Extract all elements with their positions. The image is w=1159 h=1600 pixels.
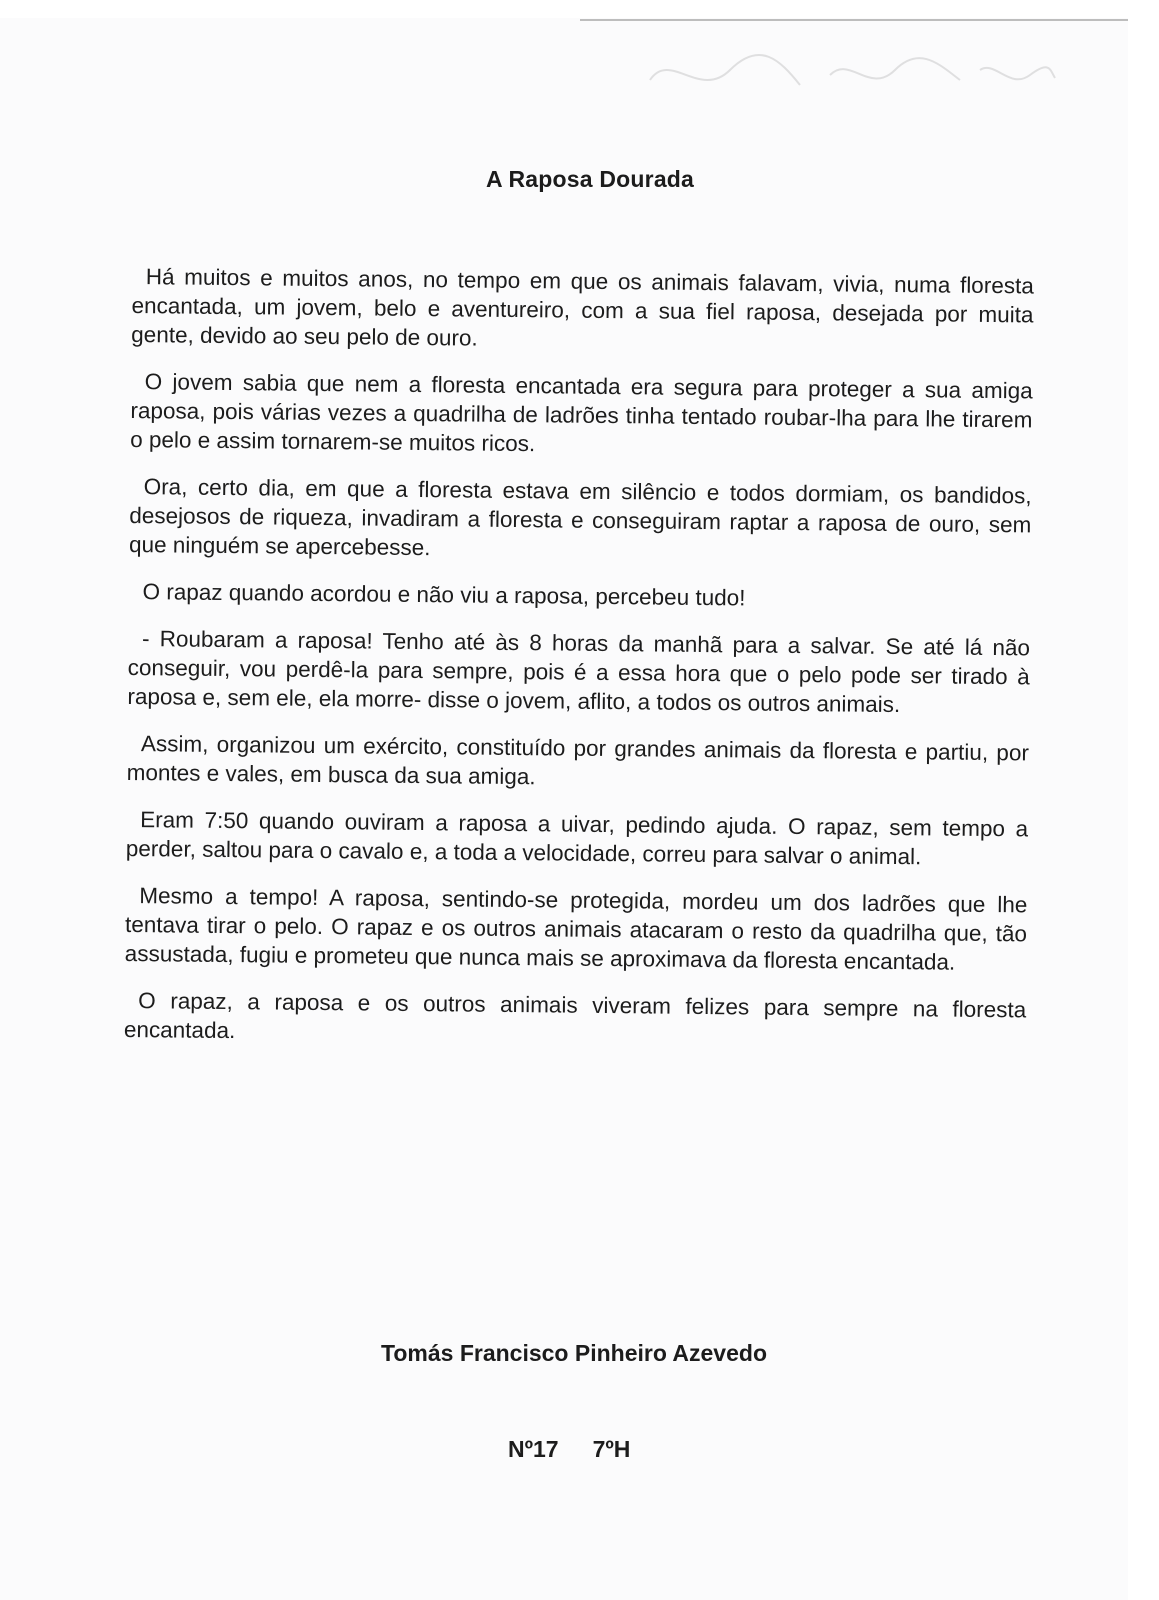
bleed-through-handwriting <box>640 40 1060 110</box>
story-paragraph: O rapaz, a raposa e os outros animais viveram felizes para sempre na floresta encantada. <box>123 988 1027 1044</box>
student-number: Nº17 <box>508 1436 559 1462</box>
story-paragraph: Há muitos e muitos anos, no tempo em que os animais falavam, vivia, numa floresta encantada, um jovem, belo e aventureiro, com a sua fiel raposa, desejada por muita gente, devido ao seu pelo de ouro. <box>131 264 1034 351</box>
document-title: A Raposa Dourada <box>485 166 695 192</box>
story-paragraph: Mesmo a tempo! A raposa, sentindo-se protegida, mordeu um dos ladrões que lhe tentava tirar o pelo. O rapaz e os outros animais atacaram o resto da quadrilha que, tão assustada, fugiu e prometeu que nunca mais se aproximava da floresta encantada. <box>124 883 1028 975</box>
paper-top-edge <box>580 19 1128 21</box>
student-class: 7ºH <box>592 1436 631 1462</box>
story-body <box>124 262 1034 1071</box>
story-paragraph: O jovem sabia que nem a floresta encantada era segura para proteger a sua amiga raposa, pois várias vezes a quadrilha de ladrões tinha tentado roubar-lha para lhe tirarem o pelo e assim tornarem-se muitos ricos. <box>130 369 1033 457</box>
story-paragraph: Assim, organizou um exército, constituído por grandes animais da floresta e partiu, por montes e vales, em busca da sua amiga. <box>126 731 1030 790</box>
story-paragraph: O rapaz quando acordou e não viu a raposa, percebeu tudo! <box>142 579 746 611</box>
story-paragraph: Eram 7:50 quando ouviram a raposa a uivar, pedindo ajuda. O rapaz, sem tempo a perder, saltou para o cavalo e, a toda a velocidade, correu para salvar o animal. <box>125 807 1029 870</box>
story-paragraph: Ora, certo dia, em que a floresta estava em silêncio e todos dormiam, os bandidos, desejosos de riqueza, invadiram a floresta e conseguiram raptar a raposa de ouro, sem que ninguém se apercebesse. <box>128 474 1032 561</box>
author-name: Tomás Francisco Pinheiro Azevedo <box>381 1340 767 1366</box>
story-paragraph: - Roubaram a raposa! Tenho até às 8 horas da manhã para a salvar. Se até lá não conseguir, vou perdê-la para sempre, pois é a essa hora que o pelo pode ser tirado à raposa e, sem ele, ela morre- disse o jovem, aflito, a todos os outros animais. <box>127 626 1031 718</box>
student-info <box>508 1436 630 1463</box>
